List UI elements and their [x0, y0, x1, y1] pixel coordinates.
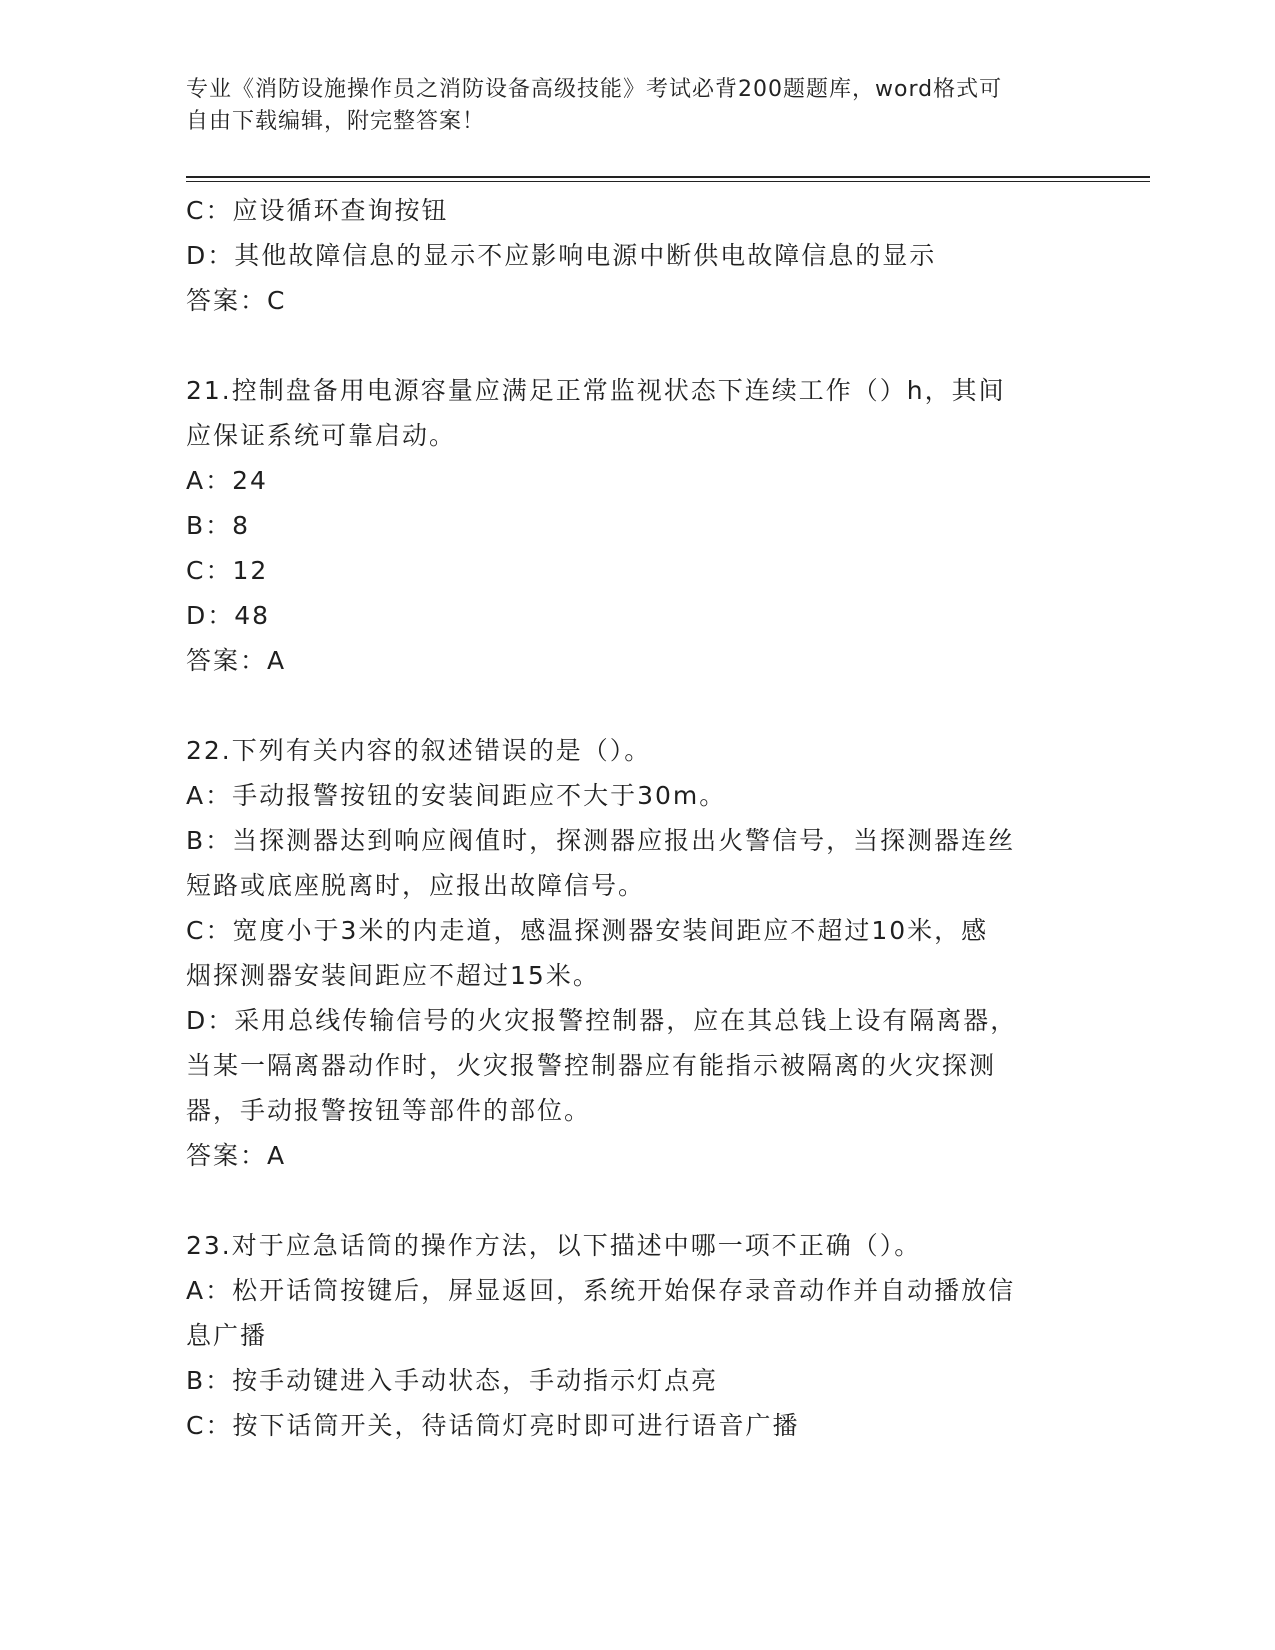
spacer [186, 1178, 1086, 1223]
option-d: D：其他故障信息的显示不应影响电源中断供电故障信息的显示 [186, 241, 937, 270]
spacer [186, 323, 1086, 368]
option-d: D：采用总线传输信号的火灾报警控制器，应在其总钱上设有隔离器， [186, 1006, 1018, 1035]
option-a: A：松开话筒按键后，屏显返回，系统开始保存录音动作并自动播放信 [186, 1276, 1016, 1305]
answer-line: 答案：A [186, 1141, 287, 1170]
question-stem: 22.下列有关内容的叙述错误的是（）。 [186, 736, 652, 765]
question-23 [186, 1223, 1086, 1448]
option-c: C：12 [186, 556, 269, 585]
header-divider-thin [186, 181, 1150, 182]
option-c: C：按下话筒开关，待话筒灯亮时即可进行语音广播 [186, 1411, 800, 1440]
option-b: B：当探测器达到响应阀值时，探测器应报出火警信号，当探测器连丝 [186, 826, 1016, 855]
option-b-cont: 短路或底座脱离时，应报出故障信号。 [186, 871, 646, 900]
option-c: C：应设循环查询按钮 [186, 196, 449, 225]
option-a: A：24 [186, 466, 268, 495]
option-c-cont: 烟探测器安装间距应不超过15米。 [186, 961, 600, 990]
question-stem-cont: 应保证系统可靠启动。 [186, 421, 457, 450]
question-stem: 23.对于应急话筒的操作方法，以下描述中哪一项不正确（）。 [186, 1231, 922, 1260]
question-22 [186, 728, 1086, 1178]
page-header [186, 74, 1066, 138]
question-stem: 21.控制盘备用电源容量应满足正常监视状态下连续工作（）h，其间 [186, 376, 1006, 405]
question-content [186, 188, 1086, 1448]
header-divider-thick [186, 176, 1150, 178]
question-21 [186, 368, 1086, 683]
answer-line: 答案：A [186, 646, 287, 675]
option-d-cont: 当某一隔离器动作时，火灾报警控制器应有能指示被隔离的火灾探测 [186, 1051, 997, 1080]
spacer [186, 683, 1086, 728]
option-c: C：宽度小于3米的内走道，感温探测器安装间距应不超过10米，感 [186, 916, 989, 945]
header-line-2: 自由下载编辑，附完整答案！ [186, 109, 486, 134]
option-d: D：48 [186, 601, 271, 630]
option-a: A：手动报警按钮的安装间距应不大于30m。 [186, 781, 727, 810]
option-d-cont-2: 器，手动报警按钮等部件的部位。 [186, 1096, 592, 1125]
option-a-cont: 息广播 [186, 1321, 268, 1350]
option-b: B：8 [186, 511, 251, 540]
option-b: B：按手动键进入手动状态，手动指示灯点亮 [186, 1366, 719, 1395]
question-20-fragment [186, 188, 1086, 323]
header-line-1: 专业《消防设施操作员之消防设备高级技能》考试必背200题题库，word格式可 [186, 77, 1003, 102]
answer-line: 答案：C [186, 286, 287, 315]
